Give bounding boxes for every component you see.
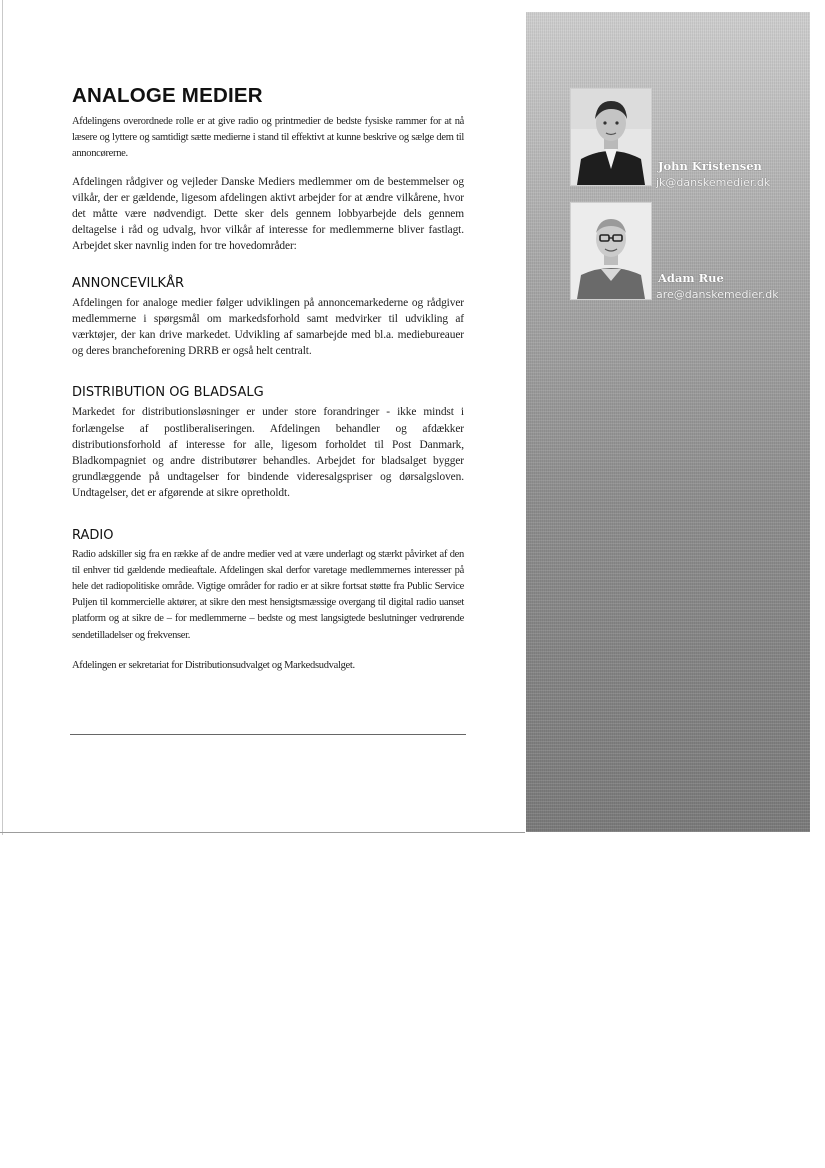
section-text-distribution: Markedet for distributionsløsninger er under store forandringer - ikke mindst i forlængelse af postliberaliseringen. Afdelingen behandler og afdækker distributionsforhold af interesse for alle, ligesom forholdet til Post Danmark, Bladkompagniet og andre distributører behandles. Arbejdet for bladsalget bygger grundlæggende på undtagelser for bindende videresalgspriser og dørsalgsloven. Undtagelser, det er afgørende at sikre opretholdt. bbox=[72, 406, 464, 500]
main-column bbox=[72, 84, 464, 674]
person-portrait-icon bbox=[571, 89, 651, 185]
bottom-rule bbox=[70, 734, 466, 735]
page-edge-bottom bbox=[0, 832, 525, 833]
footer-note: Afdelingen er sekretariat for Distributionsudvalget og Markedsudvalget. bbox=[72, 659, 355, 671]
section-heading-annoncevilkaar: ANNONCEVILKÅR bbox=[72, 275, 185, 291]
page-title: ANALOGE MEDIER bbox=[72, 84, 263, 107]
section-heading-distribution: DISTRIBUTION OG BLADSALG bbox=[72, 385, 264, 401]
contact-name-2: Adam Rue bbox=[658, 271, 724, 285]
person-portrait-icon bbox=[571, 203, 651, 299]
contact-email-2: are@danskemedier.dk bbox=[656, 288, 779, 301]
contact-panel bbox=[526, 12, 810, 832]
intro-paragraph-1: Afdelingens overordnede rolle er at give radio og printmedier de bedste fysiske rammer for at nå læsere og lyttere og samtidigt sætte medierne i stand til effektivt at kunne beskrive og sælge dem til annoncørerne. bbox=[72, 116, 464, 160]
contact-name-1: John Kristensen bbox=[658, 159, 762, 173]
page-edge-left bbox=[2, 0, 3, 835]
section-text-annoncevilkaar: Afdelingen for analoge medier følger udviklingen på annoncemarkederne og rådgiver medlemmerne i spørgsmål om markedsforhold samt medvirker til udvikling af værktøjer, der kan drive markedet. Udvikling af samarbejde med bl.a. mediebureauer og deres brancheforening DRRB er også helt centralt. bbox=[72, 296, 464, 358]
contact-photo-2 bbox=[570, 202, 652, 300]
intro-paragraph-2: Afdelingen rådgiver og vejleder Danske Mediers medlemmer om de bestemmelser og vilkår, der er gældende, ligesom afdelingen aktivt arbejder for at ændre vilkårene, hvor det måtte være nødvendigt. Dette sker dels gennem lobbyarbejde dels gennem deltagelse i råd og udvalg, hvor vilkår af interesse for medlemmerne bliver fastlagt. Arbejdet sker navnlig inden for tre hovedområder: bbox=[72, 175, 464, 253]
contact-email-1: jk@danskemedier.dk bbox=[656, 176, 771, 189]
section-text-radio: Radio adskiller sig fra en række af de andre medier ved at være underlagt og stærkt påvirket af den til enhver tid gældende medieaftale. Afdelingen skal derfor varetage medlemmernes interesser på hele det radiopolitiske område. Vigtige områder for radio er at sikre fortsat støtte fra Public Service Puljen til kommercielle aktører, at sikre den mest hensigtsmæssige overgang til digital radio uanset platform og at sikre de – for medlemmerne – bedste og mest langsigtede beslutninger vedrørende sendetilladelser og frekvenser. bbox=[72, 548, 464, 641]
contact-photo-1 bbox=[570, 88, 652, 186]
section-heading-radio: RADIO bbox=[72, 527, 114, 543]
